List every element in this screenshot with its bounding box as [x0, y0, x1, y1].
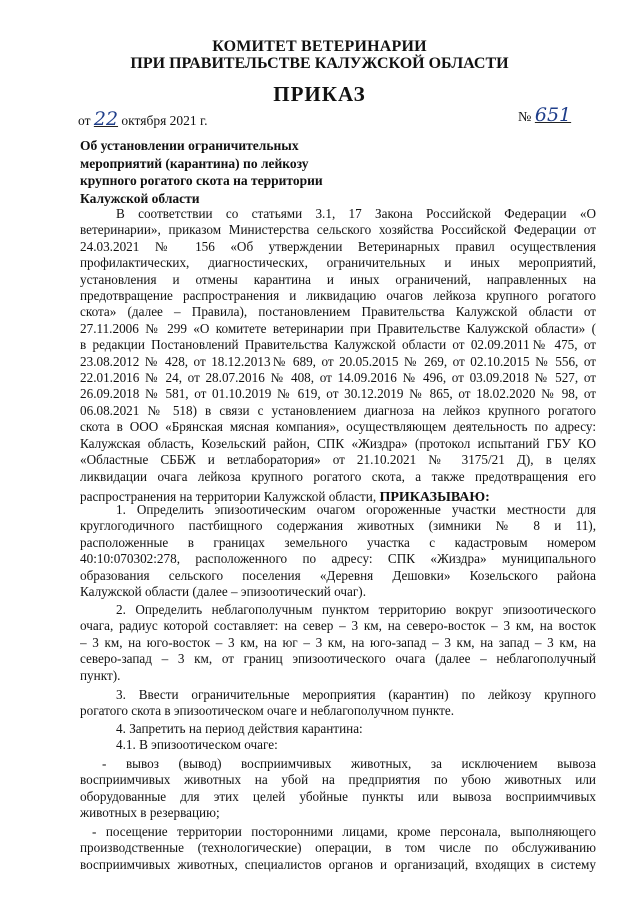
- text-line: расположенные в границах земельного участка с кадастровым номером: [80, 534, 596, 550]
- date-prefix: от: [78, 113, 91, 128]
- text-line: 40:10:070302:278, расположенного по адресу: СПК «Жиздра» муниципального: [80, 551, 596, 567]
- handwritten-day: 22: [93, 108, 119, 130]
- number-prefix: №: [518, 110, 532, 125]
- handwritten-number: 651: [534, 104, 572, 126]
- item-3-paragraph: [80, 687, 596, 720]
- item-1-paragraph: [80, 502, 596, 600]
- subject-line: крупного рогатого скота на территории: [80, 173, 323, 188]
- text-line: животных в резервацию;: [80, 805, 220, 821]
- command-word: ПРИКАЗЫВАЮ:: [379, 489, 490, 505]
- text-line: скота в ООО «Брянская мясная компания», осуществляющем деятельность по адресу:: [80, 419, 596, 435]
- text-line: 23.08.2012 № 428, от 18.12.2013№ 689, от 20.05.2015 № 269, от 02.10.2015 № 556, от: [80, 353, 596, 369]
- text-line: в редакции Постановлений Правительства Калужской области от 02.09.2011№ 475, от: [80, 337, 596, 353]
- text-line: образования сельского поселения «Деревня Дешовки» Козельского района: [80, 567, 596, 583]
- text-line: установления и отмены карантина и иных ограничений, направленных на: [80, 271, 596, 287]
- text-line: 4.1. В эпизоотическом очаге:: [116, 737, 278, 753]
- text-line: профилактических, диагностических, ограничительных и иных мероприятий,: [80, 255, 596, 271]
- text-line: рогатого скота в эпизоотическом очаге и неблагополучном пункте.: [80, 703, 455, 719]
- text-line: 24.03.2021 № 156 «Об утверждении Ветеринарных правил осуществления: [80, 238, 596, 254]
- text-line: Калужской области (далее – эпизоотический очаг).: [80, 584, 366, 600]
- subject-line: Об установлении ограничительных: [80, 138, 299, 153]
- text-line: восприимчивых животных на убой на предприятия по убою животных или: [80, 772, 596, 788]
- text-line: пункт).: [80, 667, 121, 683]
- text-line: производственные (технологические) операции, в том числе по обслуживанию: [80, 840, 596, 856]
- text-line: Калужская область, Козельский район, СПК «Жиздра» (протокол испытаний ГБУ КО: [80, 435, 596, 451]
- text-line: очага, радиус которой составляет: на север – 3 км, на северо-восток – 3 км, на восток: [80, 618, 596, 634]
- item-2-paragraph: [80, 602, 596, 684]
- organization-name-line1: КОМИТЕТ ВЕТЕРИНАРИИ: [212, 38, 427, 55]
- text-line: предотвращение распространения и ликвидацию очагов лейкоза крупного рогатого: [80, 288, 596, 304]
- restriction-bullet-2: [80, 824, 596, 873]
- text-line: 27.11.2006 № 299 «О комитете ветеринарии при Правительстве Калужской области» (: [80, 320, 596, 336]
- text-line: 26.09.2018 № 581, от 01.10.2019 № 619, от 30.12.2019 № 865, от 18.02.2020 № 98, от: [80, 386, 596, 402]
- text-line: 1. Определить эпизоотическим очагом огороженные участки местности для: [116, 502, 596, 517]
- item-4-paragraph: [80, 721, 596, 754]
- text-line: 4. Запретить на период действия карантина:: [116, 721, 363, 736]
- text-line: – 3 км, на юго-восток – 3 км, на юг – 3 км, на юго-запад – 3 км, на запад – 3 км, на: [80, 634, 596, 650]
- document-subject: [80, 137, 342, 207]
- document-number: [518, 104, 571, 126]
- restriction-bullet-1: [80, 756, 596, 822]
- text-line: оборудованные для этих целей убойные пункты или вывоза восприимчивых: [80, 788, 596, 804]
- date-month-year: октября 2021 г.: [121, 113, 208, 128]
- organization-name-line2: ПРИ ПРАВИТЕЛЬСТВЕ КАЛУЖСКОЙ ОБЛАСТИ: [130, 55, 509, 72]
- text-line: 3. Ввести ограничительные мероприятия (карантин) по лейкозу крупного: [116, 687, 596, 702]
- text-line: северо-запад – 3 км, от границ эпизоотического очага (далее – неблагополучный: [80, 651, 596, 667]
- text-line: ликвидации очага лейкоза крупного рогатого скота, а также предотвращения его: [80, 468, 596, 484]
- preamble-ending: распространения на территории Калужской области,: [80, 488, 377, 504]
- text-line: восприимчивых животных, специалистов органов и организаций, входящих в систему: [80, 856, 596, 872]
- document-type-title: ПРИКАЗ: [273, 82, 366, 106]
- subject-line: мероприятий (карантина) по лейкозу: [80, 155, 309, 171]
- text-line: круглогодичного пастбищного содержания животных (зимники № 8 и 11),: [80, 518, 596, 534]
- text-line: В соответствии со статьями 3.1, 17 Закона Российской Федерации «О: [116, 206, 596, 221]
- text-line: ветеринарии», приказом Министерства сельского хозяйства Российской Федерации от: [80, 222, 596, 238]
- preamble-paragraph: [80, 206, 596, 506]
- document-date: [78, 108, 207, 130]
- text-line: скота» (далее – Правила), постановлением Правительства Калужской области от: [80, 304, 596, 320]
- text-line: 2. Определить неблагополучным пунктом территорию вокруг эпизоотического: [116, 602, 596, 617]
- text-line: 22.01.2016 № 24, от 28.07.2016 № 408, от 14.09.2016 № 496, от 03.09.2018 № 527, от: [80, 370, 596, 386]
- text-line: - вывоз (вывод) восприимчивых животных, за исключением вывоза: [102, 756, 596, 771]
- text-line: 06.08.2021 № 518) в связи с установлением диагноза на лейкоз крупного рогатого: [80, 402, 596, 418]
- text-line: - посещение территории посторонними лицами, кроме персонала, выполняющего: [92, 824, 596, 839]
- subject-line: Калужской области: [80, 190, 200, 206]
- text-line: «Областные СББЖ и ветлаборатория» от 21.10.2021 № 3175/21 Д), в целях: [80, 452, 596, 468]
